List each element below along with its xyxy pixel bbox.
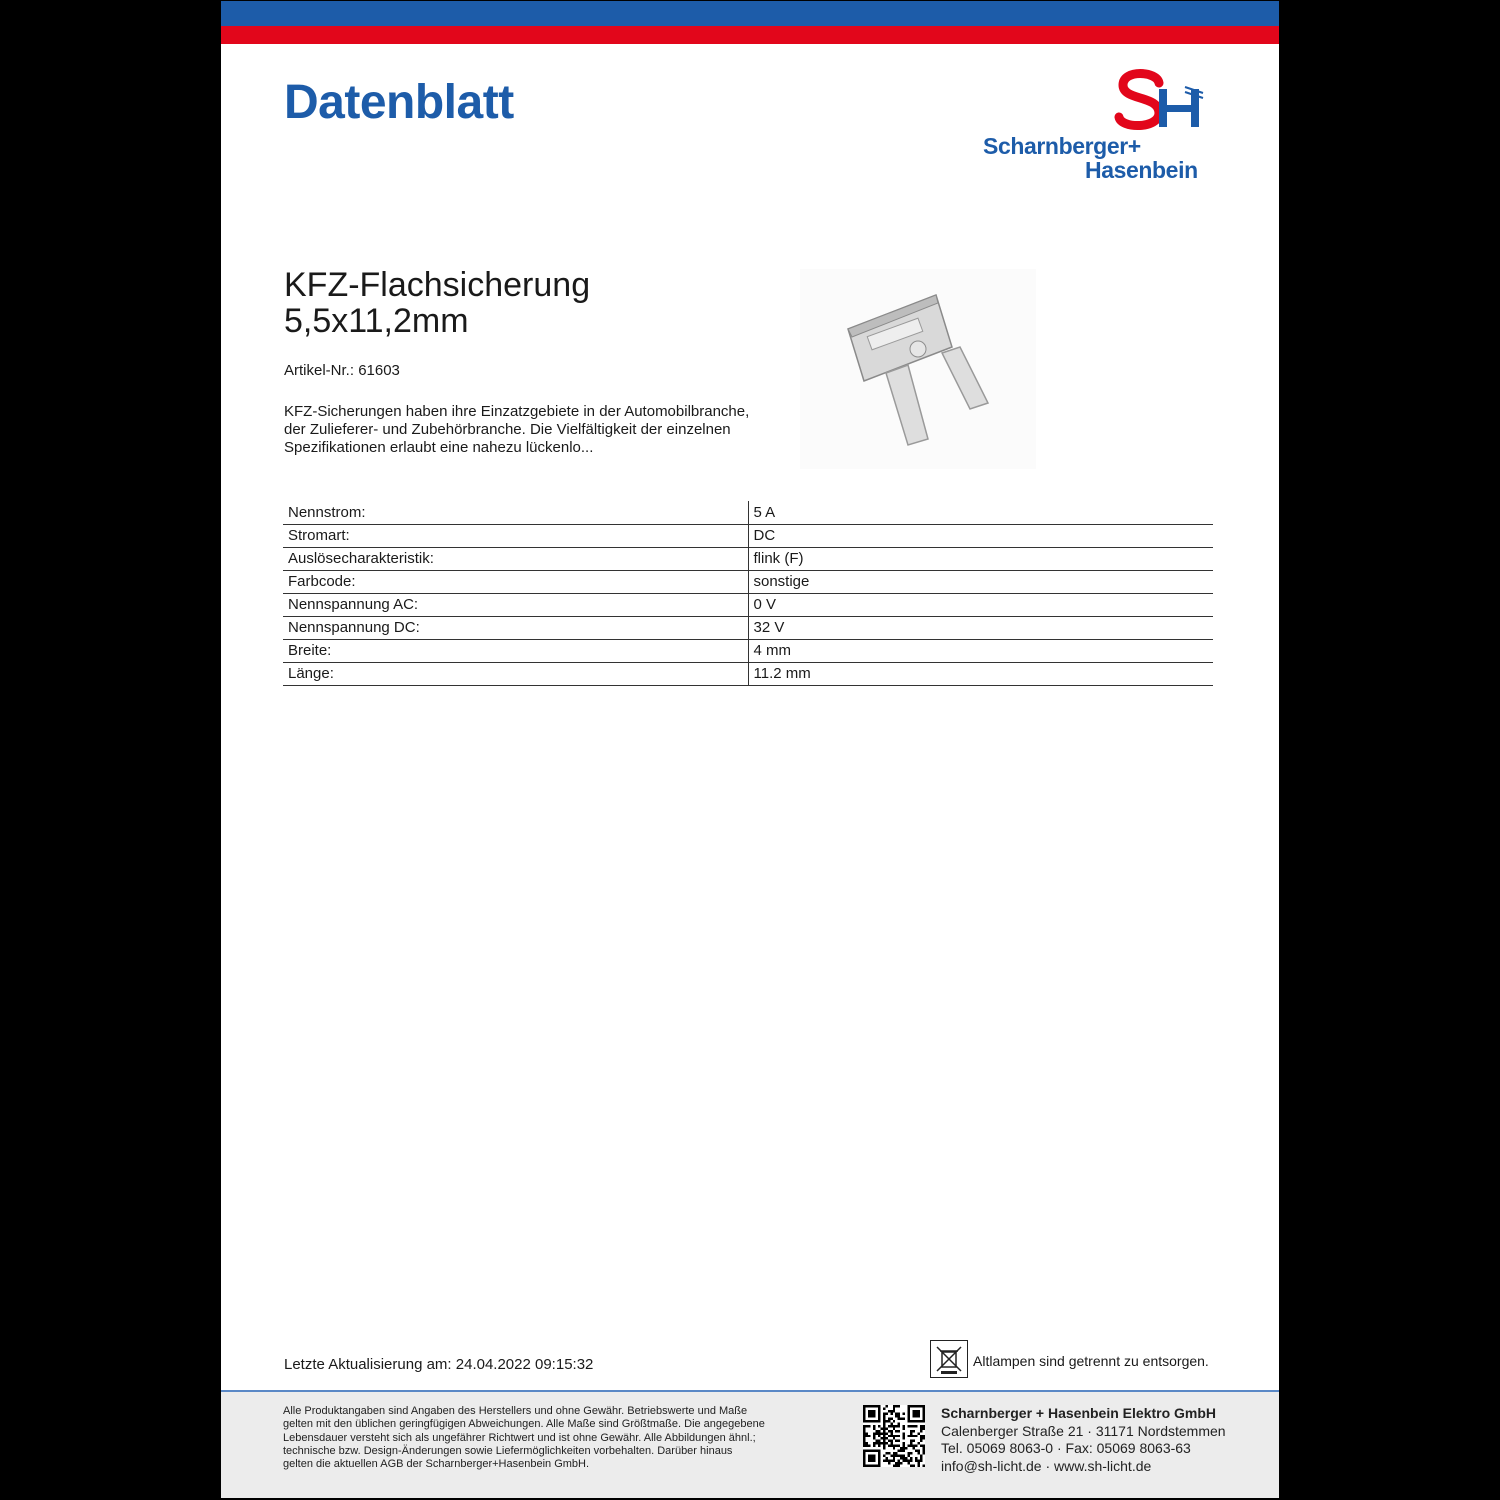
company-name: Scharnberger + Hasenbein Elektro GmbH	[941, 1405, 1217, 1421]
company-web: info@sh-licht.de · www.sh-licht.de	[941, 1457, 1152, 1474]
footer	[221, 1390, 1279, 1498]
spec-key: Länge:	[283, 662, 748, 685]
spec-row	[283, 524, 1213, 547]
sh-logo-mark-icon	[981, 67, 1221, 137]
legal-line: Lebensdauer versteht sich als ungefährer Richtwert und ist ohne Gewähr. Alle Abbildungen ähnl.;	[283, 1431, 756, 1444]
qr-code-icon	[863, 1405, 925, 1467]
legal-line: gelten die aktuellen AGB der Scharnberger+Hasenbein GmbH.	[283, 1458, 590, 1471]
spec-value: sonstige	[748, 570, 1213, 593]
spec-value: DC	[748, 524, 1213, 547]
spec-row	[283, 662, 1213, 685]
spec-value: 5 A	[748, 501, 1213, 524]
spec-key: Nennspannung AC:	[283, 593, 748, 616]
spec-row	[283, 639, 1213, 662]
legal-disclaimer	[283, 1405, 843, 1471]
spec-value: 11.2 mm	[748, 662, 1213, 685]
spec-row	[283, 547, 1213, 570]
article-number	[284, 362, 400, 379]
product-image	[800, 269, 1036, 469]
company-contact	[941, 1405, 1226, 1475]
legal-line: gelten mit den üblichen geringfügigen Abweichungen. Alle Maße sind Größtmaße. Die angegebene	[283, 1418, 765, 1431]
company-logo	[981, 67, 1221, 185]
spec-row	[283, 593, 1213, 616]
spec-key: Auslösecharakteristik:	[283, 547, 748, 570]
article-value: 61603	[358, 362, 400, 379]
spec-value: 0 V	[748, 593, 1213, 616]
spec-key: Stromart:	[283, 524, 748, 547]
legal-line: Alle Produktangaben sind Angaben des Herstellers und ohne Gewähr. Betriebswerte und Maße	[283, 1405, 748, 1417]
spec-value: flink (F)	[748, 547, 1213, 570]
spec-row	[283, 616, 1213, 639]
blade-fuse-icon	[800, 269, 1036, 469]
logo-text-line2: Hasenbein	[1085, 157, 1198, 183]
crossed-bin-icon	[930, 1340, 968, 1378]
header-band-blue	[221, 1, 1279, 26]
article-label: Artikel-Nr.:	[284, 362, 355, 379]
spec-key: Farbcode:	[283, 570, 748, 593]
spec-key: Nennstrom:	[283, 501, 748, 524]
last-update: Letzte Aktualisierung am: 24.04.2022 09:15:32	[284, 1356, 594, 1373]
spec-value: 32 V	[748, 616, 1213, 639]
disposal-note: Altlampen sind getrennt zu entsorgen.	[973, 1353, 1209, 1369]
spec-key: Breite:	[283, 639, 748, 662]
product-title	[284, 267, 590, 339]
product-title-line1: KFZ-Flachsicherung	[284, 266, 591, 304]
spec-value: 4 mm	[748, 639, 1213, 662]
logo-text-line1: Scharnberger+	[983, 133, 1141, 159]
document-title: Datenblatt	[284, 76, 514, 129]
header-band-red	[221, 26, 1279, 44]
legal-line: technische bzw. Design-Änderungen sowie Liefermöglichkeiten vorbehalten. Darüber hinaus	[283, 1444, 733, 1457]
spec-key: Nennspannung DC:	[283, 616, 748, 639]
spec-row	[283, 501, 1213, 524]
product-title-line2: 5,5x11,2mm	[284, 302, 469, 340]
spec-row	[283, 570, 1213, 593]
company-phone: Tel. 05069 8063-0 · Fax: 05069 8063-63	[941, 1440, 1191, 1456]
datasheet-page	[221, 1, 1279, 1498]
company-address: Calenberger Straße 21 · 31171 Nordstemmen	[941, 1422, 1226, 1439]
spec-table	[283, 501, 1213, 686]
product-description: KFZ-Sicherungen haben ihre Einzatzgebiete in der Automobilbranche, der Zulieferer- und Zubehörbranche. Die Vielfältigkeit der einzelnen Spezifikationen erlaubt eine nahezu lückenlo...	[284, 403, 750, 456]
